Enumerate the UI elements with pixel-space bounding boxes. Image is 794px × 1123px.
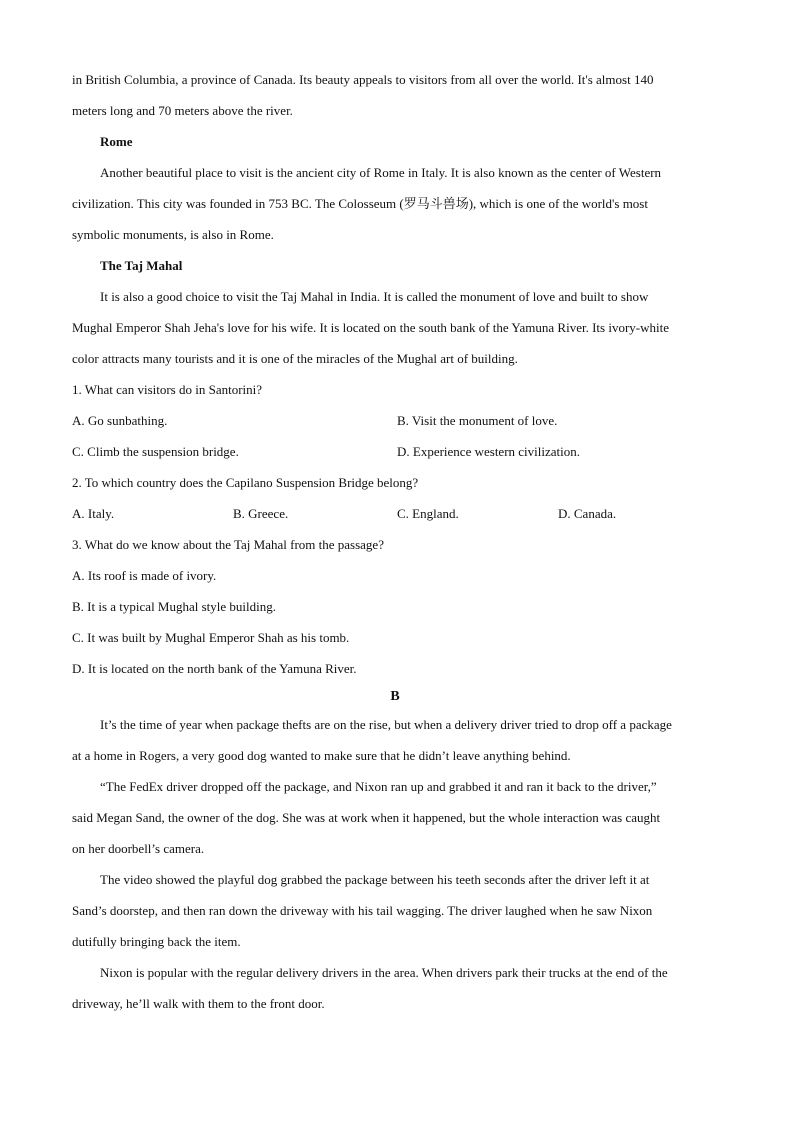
text-line: It is also a good choice to visit the Taj Mahal in India. It is called the monument of love and built to show [100,289,649,304]
question-stem: 1. What can visitors do in Santorini? [72,382,263,397]
text-line: “The FedEx driver dropped off the package, and Nixon ran up and grabbed it and ran it back to the driver,” [100,779,657,794]
question-3 [72,529,718,684]
text-line: Sand’s doorstep, and then ran down the driveway with his tail wagging. The driver laughed when he saw Nixon [72,903,653,918]
text-line: in British Columbia, a province of Canada. Its beauty appeals to visitors from all over the world. It's almost 140 [72,72,654,87]
text-line: on her doorbell’s camera. [72,841,205,856]
option-b: B. Greece. [233,506,289,521]
text-line: It’s the time of year when package thefts are on the rise, but when a delivery driver tried to drop off a package [100,717,672,732]
text-line: civilization. This city was founded in 753 BC. The Colosseum (罗马斗兽场), which is one of the world's most [72,196,648,211]
passage-b-paragraph-3 [72,864,718,957]
option-d: D. Canada. [558,506,617,521]
option-a: A. Italy. [72,506,115,521]
paragraph-taj-mahal [72,281,718,374]
passage-b-paragraph-4 [72,957,718,1019]
text-line: The video showed the playful dog grabbed the package between his teeth seconds after the driver left it at [100,872,650,887]
question-options [72,405,718,467]
section-letter-b: B [390,689,400,704]
text-line: symbolic monuments, is also in Rome. [72,227,274,242]
option-b: B. It is a typical Mughal style building. [72,599,277,614]
question-stem: 2. To which country does the Capilano Suspension Bridge belong? [72,475,419,490]
text-line: driveway, he’ll walk with them to the front door. [72,996,325,1011]
text-line: Mughal Emperor Shah Jeha's love for his wife. It is located on the south bank of the Yamuna River. Its ivory-white [72,320,669,335]
passage-a-intro [72,64,718,126]
text-line: said Megan Sand, the owner of the dog. She was at work when it happened, but the whole interaction was caught [72,810,661,825]
text-line: at a home in Rogers, a very good dog wanted to make sure that he didn’t leave anything behind. [72,748,571,763]
question-1 [72,374,718,467]
text-line: meters long and 70 meters above the river. [72,103,293,118]
option-b: B. Visit the monument of love. [397,413,558,428]
section-heading-taj-mahal: The Taj Mahal [100,258,183,273]
option-d: D. It is located on the north bank of the Yamuna River. [72,661,357,676]
question-2 [72,467,718,529]
question-options [72,498,718,529]
text-line: color attracts many tourists and it is one of the miracles of the Mughal art of building. [72,351,518,366]
text-line: Nixon is popular with the regular delivery drivers in the area. When drivers park their trucks at the end of the [100,965,668,980]
option-a: A. Its roof is made of ivory. [72,568,217,583]
text-line: dutifully bringing back the item. [72,934,241,949]
option-c: C. England. [397,506,459,521]
option-c: C. Climb the suspension bridge. [72,444,239,459]
option-c: C. It was built by Mughal Emperor Shah as his tomb. [72,630,350,645]
option-a: A. Go sunbathing. [72,413,168,428]
section-heading-rome: Rome [100,134,133,149]
passage-b-paragraph-2 [72,771,718,864]
passage-b-paragraph-1 [72,709,718,771]
text-line: Another beautiful place to visit is the ancient city of Rome in Italy. It is also known as the center of Western [100,165,662,180]
paragraph-rome [72,157,718,250]
option-d: D. Experience western civilization. [397,444,581,459]
question-stem: 3. What do we know about the Taj Mahal from the passage? [72,537,384,552]
